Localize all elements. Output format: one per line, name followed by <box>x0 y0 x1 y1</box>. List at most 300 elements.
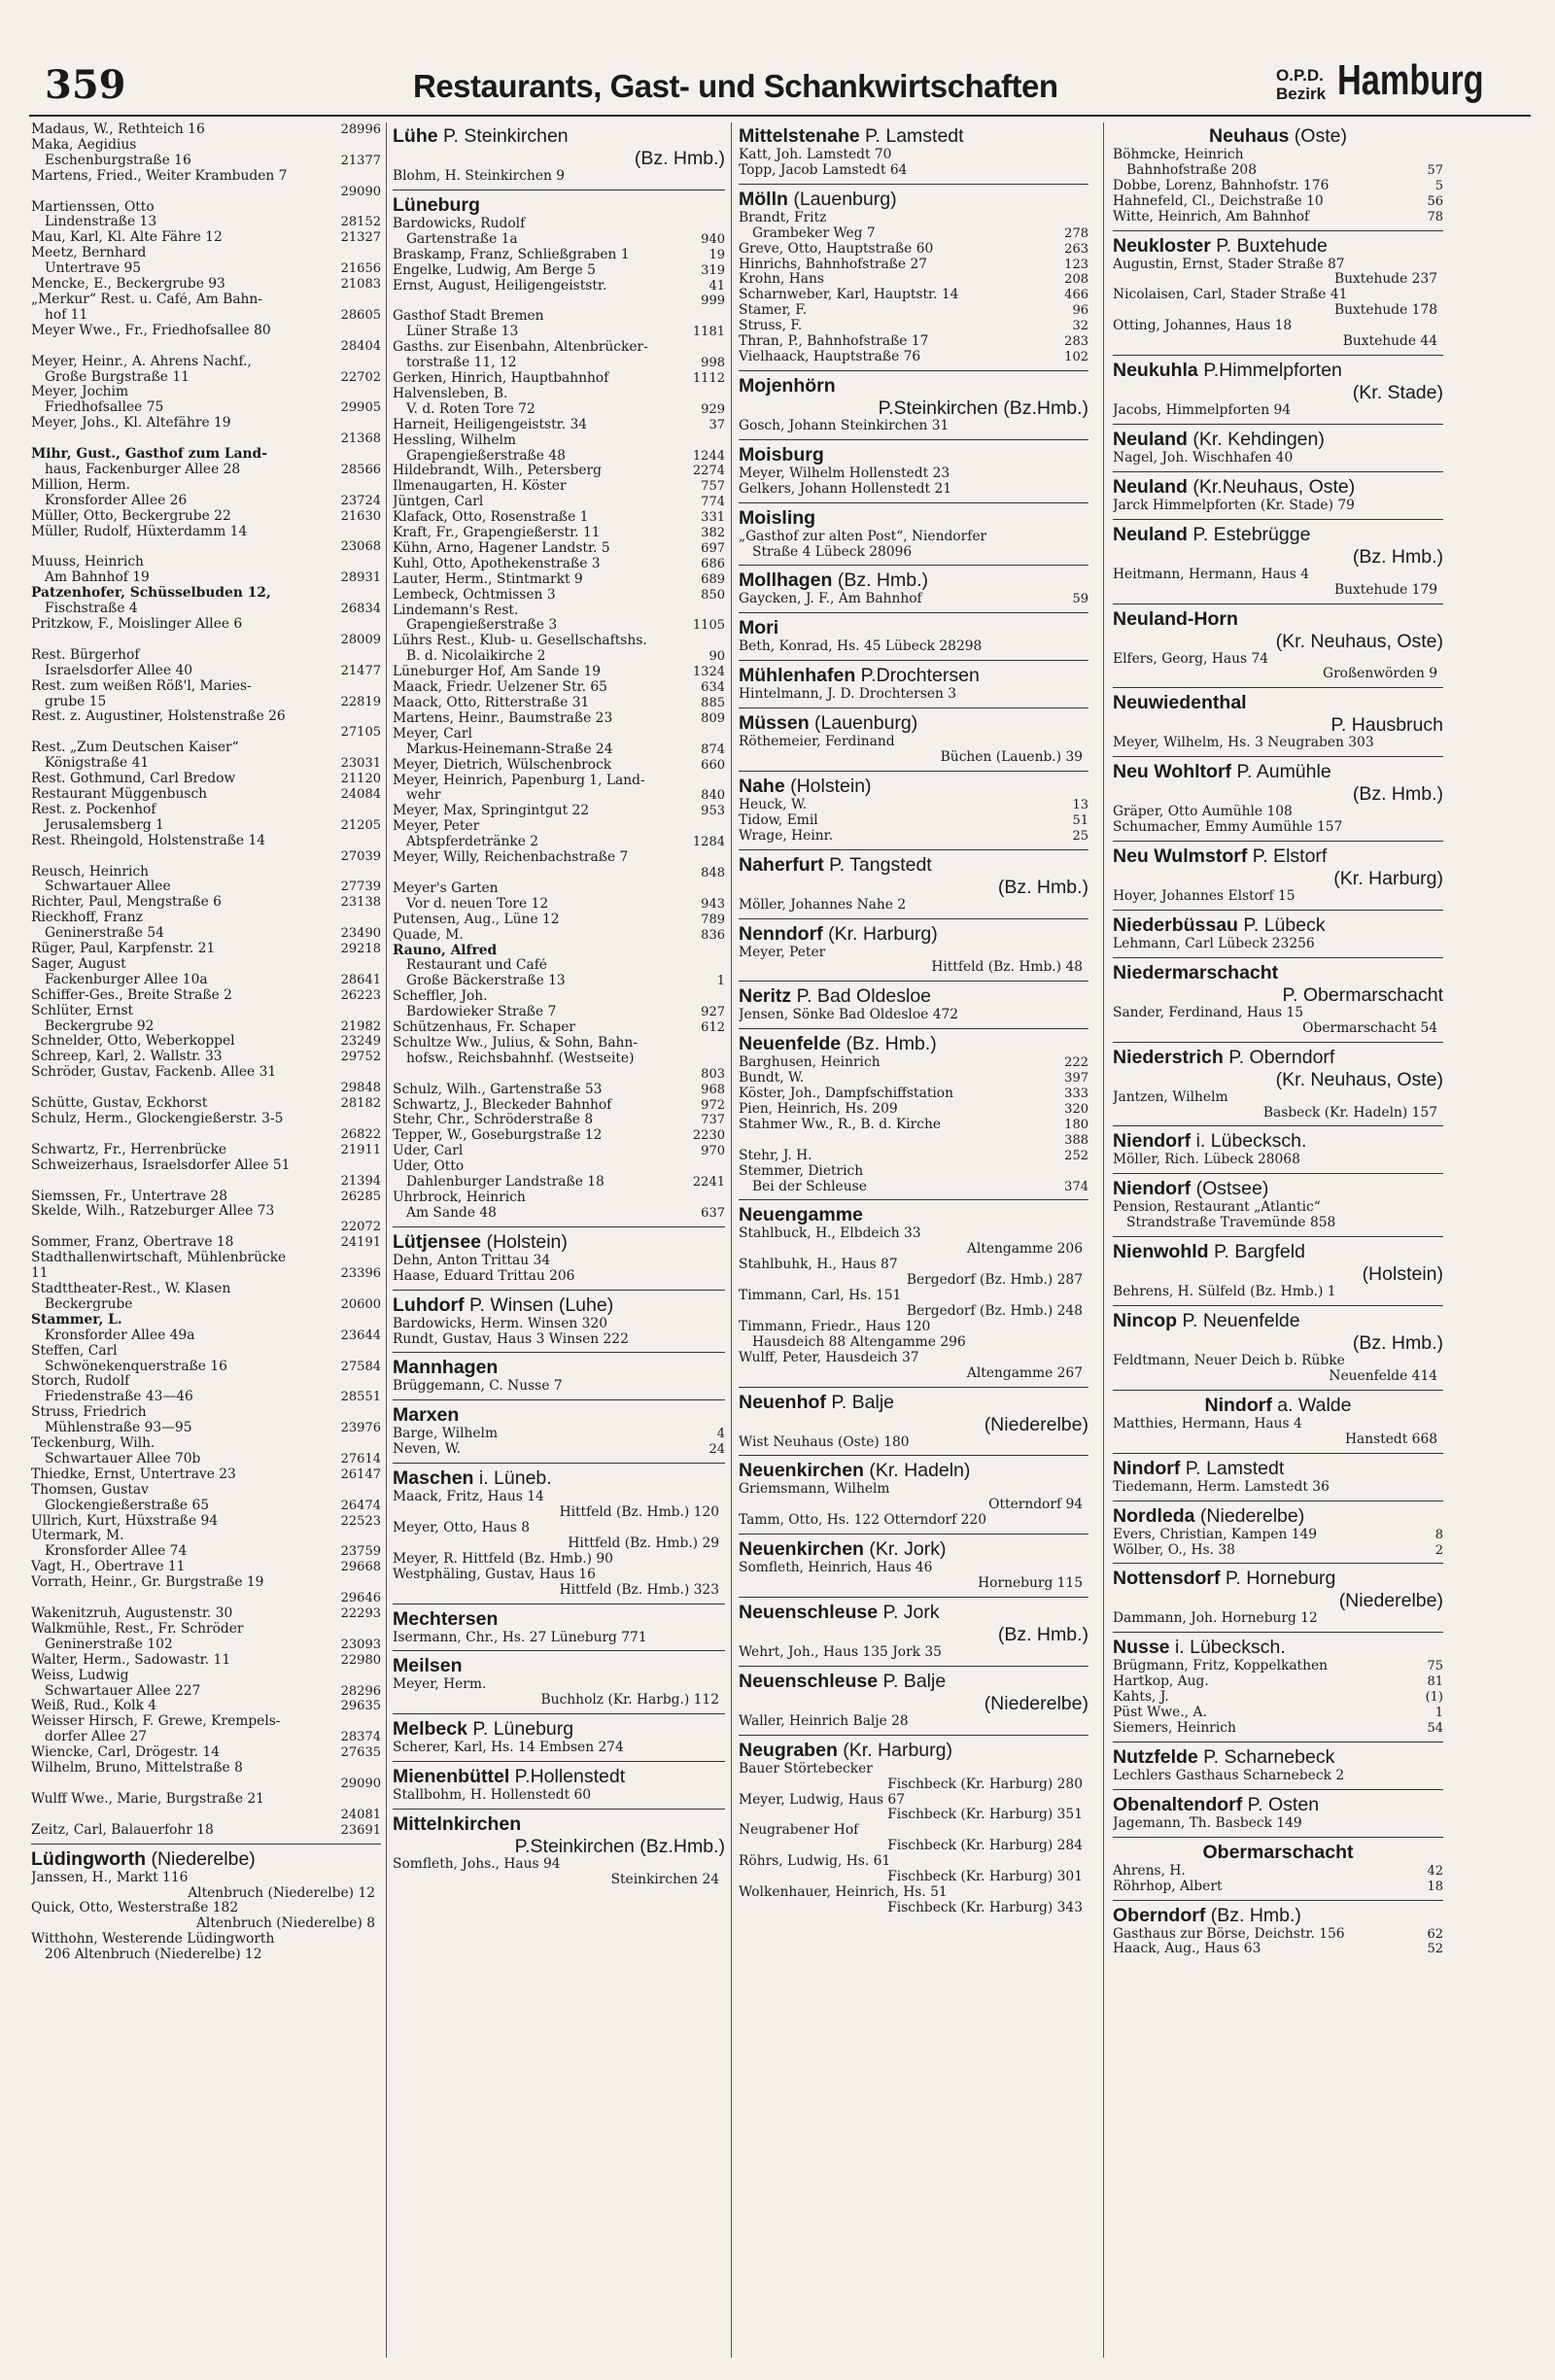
directory-entry <box>31 725 381 741</box>
place-heading-text: Neuland (Kr.Neuhaus, Oste) <box>1113 475 1356 498</box>
entry-text: Hinrichs, Bahnhofstraße 27 <box>739 257 928 272</box>
directory-entry <box>393 774 725 789</box>
directory-entry <box>31 509 381 525</box>
directory-entry <box>31 1638 381 1653</box>
directory-entry <box>393 279 725 294</box>
entry-phone-number: 319 <box>701 262 725 278</box>
place-heading-continuation: P.Steinkirchen (Bz.Hmb.) <box>878 397 1088 419</box>
entry-text: Stallbohm, H. Hollenstedt 60 <box>393 1788 592 1804</box>
directory-entry <box>1113 451 1443 466</box>
place-heading-continuation: (Niederelbe) <box>984 1692 1088 1714</box>
entry-text: Stahlbuhk, H., Haus 87 <box>739 1258 898 1273</box>
directory-entry <box>31 1792 381 1808</box>
directory-entry <box>31 772 381 787</box>
entry-phone-number: 23093 <box>340 1637 381 1652</box>
entry-text: Gasthaus zur Börse, Deichstr. 156 <box>1113 1926 1345 1942</box>
entry-text: Israelsdorfer Allee 40 <box>45 663 193 678</box>
place-heading-text: Neu Wulmstorf P. Elstorf <box>1113 845 1328 868</box>
directory-entry <box>739 163 1088 179</box>
entry-text: Lindemann's Rest. <box>393 603 519 618</box>
entry-text: Müller, Otto, Beckergrube 22 <box>31 508 231 524</box>
entry-text: Lüner Straße 13 <box>406 325 519 340</box>
directory-entry <box>393 263 725 279</box>
section-divider <box>1113 1453 1443 1454</box>
city-title: Hamburg <box>1337 56 1484 104</box>
opd-line-2: Bezirk <box>1276 85 1327 103</box>
entry-text: Gerken, Hinrich, Hauptbahnhof <box>393 370 609 386</box>
directory-entry <box>31 1127 381 1143</box>
place-name: Naherfurt <box>739 853 824 876</box>
entry-phone-number: 331 <box>701 510 725 526</box>
entry-text: Dehn, Anton Trittau 34 <box>393 1253 551 1268</box>
directory-entry <box>31 1344 381 1360</box>
directory-entry <box>393 1552 725 1568</box>
directory-entry <box>31 957 381 973</box>
entry-text: Harneit, Heiligengeiststr. 34 <box>393 417 588 432</box>
entry-text: Neuenfelde 414 <box>1329 1369 1437 1384</box>
entry-text: Meetz, Bernhard <box>31 246 147 261</box>
directory-entry <box>1113 1721 1443 1737</box>
section-divider <box>393 1352 725 1353</box>
directory-entry <box>1113 1543 1443 1559</box>
place-heading <box>393 125 725 148</box>
entry-phone-number: 2 <box>1434 1542 1443 1558</box>
directory-entry <box>393 1583 725 1599</box>
place-heading <box>393 1766 725 1788</box>
place-heading <box>739 444 1088 466</box>
directory-entry <box>739 419 1088 434</box>
place-name: Mölln <box>739 188 788 210</box>
entry-text: Stammer, L. <box>31 1312 122 1328</box>
directory-entry <box>31 1251 381 1266</box>
directory-entry <box>31 1591 381 1606</box>
entry-text: Lauter, Herm., Stintmarkt 9 <box>393 571 583 587</box>
entry-text: Janssen, H., Markt 116 <box>31 1870 189 1885</box>
directory-entry <box>739 148 1088 163</box>
directory-entry <box>393 958 725 974</box>
entry-phone-number: 26834 <box>340 602 381 617</box>
entry-text: Köster, Joh., Dampfschiffstation <box>739 1087 953 1102</box>
entry-text: Rauno, Alfred <box>393 943 498 958</box>
entry-text: Otting, Johannes, Haus 18 <box>1113 319 1293 334</box>
entry-phone-number: 28931 <box>340 570 381 586</box>
section-divider <box>1113 230 1443 231</box>
directory-entry <box>393 1020 725 1036</box>
directory-entry <box>739 1854 1088 1870</box>
directory-entry <box>739 226 1088 242</box>
section-divider <box>739 1597 1088 1598</box>
directory-entry <box>1113 258 1443 273</box>
place-heading-text: Lütjensee (Holstein) <box>393 1230 568 1253</box>
place-heading-continuation: (Kr. Stade) <box>1352 381 1443 403</box>
place-heading-continuation: (Bz. Hmb.) <box>997 876 1088 898</box>
entry-phone-number: 1105 <box>692 618 725 634</box>
place-heading-text: Obenaltendorf P. Osten <box>1113 1793 1320 1815</box>
entry-text: Rest. z. Pockenhof <box>31 802 156 817</box>
directory-entry <box>31 1436 381 1452</box>
entry-text: Griemsmann, Wilhelm <box>739 1482 890 1498</box>
directory-entry <box>393 680 725 696</box>
entry-text: Kraft, Fr., Grapengießerstr. 11 <box>393 526 601 541</box>
place-heading <box>739 189 1088 211</box>
page-header <box>29 56 1531 117</box>
entry-text: Meyer, R. Hittfeld (Bz. Hmb.) 90 <box>393 1551 613 1567</box>
entry-text: Kahts, J. <box>1113 1690 1169 1706</box>
entry-text: torstraße 11, 12 <box>406 356 517 371</box>
entry-phone-number: 27039 <box>340 848 381 864</box>
place-name: Nindorf <box>1113 1457 1181 1479</box>
entry-phone-number: 29646 <box>340 1591 381 1606</box>
directory-entry <box>739 1164 1088 1180</box>
entry-phone-number: 24 <box>708 1442 725 1458</box>
entry-text: Altenbruch (Niederelbe) 12 <box>188 1885 375 1901</box>
directory-entry <box>739 1149 1088 1164</box>
entry-text: Fackenburger Allee 10a <box>45 972 208 987</box>
directory-entry <box>739 1576 1088 1592</box>
directory-entry <box>393 1128 725 1144</box>
directory-entry <box>31 1823 381 1839</box>
place-heading <box>739 507 1088 530</box>
entry-phone-number: 634 <box>701 680 725 696</box>
entry-text: Lehmann, Carl Lübeck 23256 <box>1113 936 1315 951</box>
section-divider <box>1113 1042 1443 1043</box>
entry-text: Lembeck, Ochtmissen 3 <box>393 587 556 603</box>
entry-text: Restaurant und Café <box>406 958 547 974</box>
place-heading-text: Nindorf a. Walde <box>1204 1394 1352 1416</box>
entry-phone-number: 21327 <box>340 230 381 246</box>
entry-phone-number: 96 <box>1072 303 1088 319</box>
directory-entry <box>393 588 725 604</box>
entry-text: Mühlenstraße 93—95 <box>45 1421 192 1436</box>
directory-entry <box>739 272 1088 288</box>
directory-entry <box>393 944 725 959</box>
entry-text: Hintelmann, J. D. Drochtersen 3 <box>739 687 957 703</box>
place-heading-text: Neu Wohltorf P. Aumühle <box>1113 761 1331 783</box>
entry-phone-number: 19 <box>708 247 725 262</box>
directory-entry <box>739 545 1088 561</box>
entry-text: Skelde, Wilh., Ratzeburger Allee 73 <box>31 1204 275 1220</box>
entry-text: Jantzen, Wilhelm <box>1113 1089 1228 1105</box>
directory-entry <box>393 758 725 774</box>
entry-phone-number: 28605 <box>340 307 381 323</box>
directory-entry <box>739 1435 1088 1451</box>
place-name: Neuenschleuse <box>739 1670 879 1692</box>
entry-phone-number: 75 <box>1427 1659 1443 1674</box>
place-heading <box>1113 1130 1443 1153</box>
entry-text: Friedhofsallee 75 <box>45 400 164 416</box>
section-divider <box>1113 424 1443 425</box>
directory-entry <box>739 1133 1088 1149</box>
directory-entry <box>739 639 1088 655</box>
entry-phone-number: 27105 <box>340 725 381 741</box>
entry-text: Strandstraße Travemünde 858 <box>1126 1216 1336 1231</box>
entry-text: Schiffer-Ges., Breite Straße 2 <box>31 987 232 1003</box>
directory-entry <box>31 1328 381 1344</box>
entry-text: Altengamme 267 <box>966 1365 1083 1381</box>
place-heading <box>1113 962 1443 984</box>
entry-phone-number: 940 <box>701 231 725 247</box>
directory-entry <box>1113 1480 1443 1496</box>
directory-entry <box>393 604 725 619</box>
section-divider <box>1113 1390 1443 1391</box>
entry-text: Ahrens, H. <box>1113 1863 1186 1879</box>
place-heading <box>1113 1568 1443 1590</box>
place-heading <box>1113 761 1443 783</box>
directory-entry <box>31 1653 381 1669</box>
directory-entry <box>31 865 381 880</box>
entry-phone-number: 123 <box>1064 257 1088 272</box>
entry-phone-number: 23490 <box>340 926 381 942</box>
entry-text: Storch, Rudolf <box>31 1374 130 1390</box>
place-heading <box>393 1608 725 1631</box>
entry-text: Pension, Restaurant „Atlantic“ <box>1113 1200 1321 1216</box>
entry-phone-number: 757 <box>701 479 725 495</box>
entry-text: Jagemann, Th. Basbeck 149 <box>1113 1815 1302 1831</box>
entry-text: Röhrhop, Albert <box>1113 1879 1223 1894</box>
entry-text: Jerusalemsberg 1 <box>45 817 164 833</box>
section-divider <box>1113 957 1443 958</box>
entry-text: Grambeker Weg 7 <box>752 225 876 241</box>
entry-text: Siemers, Heinrich <box>1113 1720 1236 1736</box>
entry-text: Stehr, J. H. <box>739 1148 812 1163</box>
directory-entry <box>739 1808 1088 1823</box>
directory-entry <box>31 1065 381 1081</box>
directory-entry <box>31 1901 381 1916</box>
entry-text: Bardowicks, Rudolf <box>393 216 526 231</box>
directory-entry <box>31 1452 381 1467</box>
place-heading-text: Neukuhla P.Himmelpforten <box>1113 359 1342 381</box>
entry-text: Steffen, Carl <box>31 1343 118 1359</box>
section-divider <box>1113 355 1443 356</box>
entry-text: Barghusen, Heinrich <box>739 1055 881 1071</box>
entry-phone-number: 29090 <box>340 184 381 199</box>
directory-entry <box>31 617 381 633</box>
directory-entry <box>1113 583 1443 599</box>
entry-text: Rundt, Gustav, Haus 3 Winsen 222 <box>393 1331 629 1347</box>
entry-text: Utermark, M. <box>31 1529 124 1544</box>
directory-entry <box>739 1482 1088 1498</box>
place-name: Lühe <box>393 125 438 147</box>
place-heading-text: Neuland (Kr. Kehdingen) <box>1113 428 1325 450</box>
entry-phone-number: 29668 <box>340 1560 381 1575</box>
place-heading-text: Neugraben (Kr. Harburg) <box>739 1739 952 1761</box>
entry-text: Matthies, Hermann, Haus 4 <box>1113 1416 1302 1431</box>
entry-text: Stemmer, Dietrich <box>739 1163 864 1179</box>
place-heading <box>739 712 1088 735</box>
entry-text: Geninerstraße 102 <box>45 1637 173 1652</box>
directory-entry <box>393 325 725 340</box>
entry-text: Tamm, Otto, Hs. 122 Otterndorf 220 <box>739 1513 986 1529</box>
entry-text: Neven, W. <box>393 1442 462 1458</box>
place-name: Oberndorf <box>1113 1904 1206 1926</box>
directory-entry <box>739 1008 1088 1023</box>
directory-entry <box>393 1052 725 1067</box>
entry-phone-number: 972 <box>701 1097 725 1113</box>
entry-phone-number: 4 <box>716 1427 725 1442</box>
place-heading-continuation: (Niederelbe) <box>1338 1590 1443 1612</box>
directory-entry <box>1113 1942 1443 1957</box>
directory-entry <box>31 834 381 849</box>
entry-phone-number: 283 <box>1064 334 1088 350</box>
entry-phone-number: 81 <box>1427 1674 1443 1690</box>
directory-entry <box>393 1190 725 1206</box>
place-heading <box>393 1813 725 1836</box>
entry-phone-number: 28566 <box>340 462 381 477</box>
entry-phone-number: 26474 <box>340 1498 381 1513</box>
place-heading <box>739 1392 1088 1414</box>
entry-text: Kuhl, Otto, Apothekenstraße 3 <box>393 556 601 571</box>
directory-entry <box>393 665 725 680</box>
place-heading-text: Obermarschacht <box>1202 1841 1354 1863</box>
entry-text: Hittfeld (Bz. Hmb.) 48 <box>931 960 1083 976</box>
directory-entry <box>393 572 725 588</box>
entry-text: Waller, Heinrich Balje 28 <box>739 1713 909 1729</box>
directory-entry <box>1113 652 1443 668</box>
place-heading-text: Neuland P. Estebrügge <box>1113 523 1311 545</box>
directory-entry <box>31 648 381 664</box>
entry-phone-number: 1181 <box>692 325 725 340</box>
directory-entry <box>31 385 381 400</box>
directory-entry <box>393 881 725 897</box>
directory-entry <box>393 788 725 804</box>
entry-phone-number: 803 <box>701 1066 725 1082</box>
entry-text: Jensen, Sönke Bad Oldesloe 472 <box>739 1008 959 1023</box>
entry-text: Neugrabener Hof <box>739 1823 859 1839</box>
directory-entry <box>393 634 725 649</box>
directory-entry <box>739 960 1088 976</box>
place-heading-text: Niederbüssau P. Lübeck <box>1113 914 1326 936</box>
entry-phone-number: 263 <box>1064 241 1088 257</box>
place-heading-continuation: P. Hausbruch <box>1330 714 1443 737</box>
entry-text: Walkmühle, Rest., Fr. Schröder <box>31 1621 244 1637</box>
directory-entry <box>1113 1106 1443 1121</box>
place-name: Mienenbüttel <box>393 1766 510 1788</box>
entry-text: Scherer, Karl, Hs. 14 Embsen 274 <box>393 1741 624 1756</box>
directory-entry <box>1113 499 1443 514</box>
entry-text: Meyer, Wilhelm Hollenstedt 23 <box>739 466 950 481</box>
column-divider <box>1103 122 1104 2358</box>
entry-text: Witte, Heinrich, Am Bahnhof <box>1113 209 1310 224</box>
entry-text: Behrens, H. Sülfeld (Bz. Hmb.) 1 <box>1113 1285 1336 1300</box>
directory-entry <box>31 277 381 293</box>
entry-text: Vagt, H., Obertrave 11 <box>31 1560 186 1575</box>
entry-text: Müller, Rudolf, Hüxterdamm 14 <box>31 524 248 539</box>
entry-phone-number: 789 <box>701 912 725 927</box>
place-heading-text: Mollhagen (Bz. Hmb.) <box>739 569 929 592</box>
entry-text: Hartkop, Aug. <box>1113 1674 1209 1690</box>
place-name: Niederstrich <box>1113 1046 1224 1068</box>
entry-text: Nagel, Joh. Wischhafen 40 <box>1113 450 1294 466</box>
entry-text: Röhrs, Ludwig, Hs. 61 <box>739 1854 891 1870</box>
directory-entry <box>739 1561 1088 1576</box>
directory-entry <box>1113 1706 1443 1721</box>
entry-text: Horneburg 115 <box>978 1576 1083 1592</box>
place-heading <box>1113 1794 1443 1816</box>
place-heading <box>393 1404 725 1427</box>
directory-entry <box>393 1144 725 1159</box>
entry-text: Fischbeck (Kr. Harburg) 343 <box>887 1900 1083 1915</box>
place-heading <box>739 375 1088 397</box>
directory-entry <box>739 1180 1088 1195</box>
entry-text: Meyer, Peter <box>393 819 480 835</box>
section-divider <box>739 771 1088 772</box>
directory-entry <box>1113 736 1443 751</box>
place-name: Nincop <box>1113 1310 1178 1332</box>
entry-phone-number: 686 <box>701 556 725 571</box>
entry-text: Meyer, Herm. <box>393 1677 487 1693</box>
entry-phone-number: 29848 <box>340 1081 381 1096</box>
entry-text: Bardowicks, Herm. Winsen 320 <box>393 1316 607 1331</box>
entry-text: Meyer, Johs., Kl. Altefähre 19 <box>31 416 231 431</box>
entry-phone-number: 927 <box>701 1005 725 1020</box>
entry-phone-number: 22072 <box>340 1220 381 1235</box>
entry-text: Blohm, H. Steinkirchen 9 <box>393 169 566 184</box>
entry-text: Wrage, Heinr. <box>739 828 834 844</box>
entry-text: Stehr, Chr., Schröderstraße 8 <box>393 1113 594 1128</box>
entry-phone-number: 320 <box>1064 1102 1088 1117</box>
directory-entry <box>31 1004 381 1019</box>
entry-phone-number: 1284 <box>692 835 725 850</box>
directory-entry <box>393 387 725 402</box>
entry-text: Gasths. zur Eisenbahn, Altenbrücker- <box>393 340 648 356</box>
entry-text: Brüggemann, C. Nusse 7 <box>393 1379 563 1395</box>
directory-entry <box>393 1536 725 1552</box>
entry-text: Brandt, Fritz <box>739 210 827 225</box>
place-name: Nusse <box>1113 1637 1170 1659</box>
entry-phone-number: 102 <box>1064 349 1088 364</box>
entry-text: Nicolaisen, Carl, Stader Straße 41 <box>1113 288 1348 303</box>
entry-phone-number: 29752 <box>340 1050 381 1065</box>
directory-entry <box>31 787 381 803</box>
place-heading-text: Maschen i. Lüneb. <box>393 1467 552 1490</box>
directory-entry <box>31 741 381 756</box>
place-heading-continuation: (Holstein) <box>1362 1263 1443 1286</box>
entry-text: Dahlenburger Landstraße 18 <box>406 1175 605 1190</box>
entry-text: Tepper, W., Goseburgstraße 12 <box>393 1128 603 1144</box>
entry-phone-number: 20600 <box>340 1296 381 1312</box>
entry-text: Uhrbrock, Heinrich <box>393 1190 526 1205</box>
directory-entry <box>393 835 725 850</box>
directory-entry <box>1113 1200 1443 1216</box>
entry-text: Sommer, Franz, Obertrave 18 <box>31 1235 234 1251</box>
entry-text: Martienssen, Otto <box>31 199 155 215</box>
place-heading <box>1113 429 1443 451</box>
entry-text: Dammann, Joh. Horneburg 12 <box>1113 1611 1318 1627</box>
place-heading-text: Nottensdorf P. Horneburg <box>1113 1568 1336 1590</box>
place-heading-continuation: (Kr. Neuhaus, Oste) <box>1275 630 1443 652</box>
directory-entry <box>739 1762 1088 1777</box>
place-heading <box>393 194 725 217</box>
entry-text: Thomsen, Gustav <box>31 1482 149 1498</box>
directory-entry <box>1113 1090 1443 1106</box>
directory-entry <box>739 1242 1088 1258</box>
directory-entry <box>739 592 1088 607</box>
section-divider <box>1113 1632 1443 1633</box>
place-name: Neu Wulmstorf <box>1113 845 1248 868</box>
section-divider <box>739 1028 1088 1029</box>
section-divider <box>393 1463 725 1464</box>
entry-phone-number: 21377 <box>340 153 381 168</box>
section-divider <box>1113 471 1443 472</box>
directory-entry <box>739 1289 1088 1304</box>
entry-text: Tiedemann, Herm. Lamstedt 36 <box>1113 1479 1330 1495</box>
entry-text: Große Bäckerstraße 13 <box>406 974 566 989</box>
place-heading <box>1113 914 1443 937</box>
directory-entry <box>31 431 381 447</box>
section-divider <box>1113 1305 1443 1306</box>
entry-phone-number: 23976 <box>340 1421 381 1436</box>
entry-text: Restaurant Müggenbusch <box>31 786 208 802</box>
